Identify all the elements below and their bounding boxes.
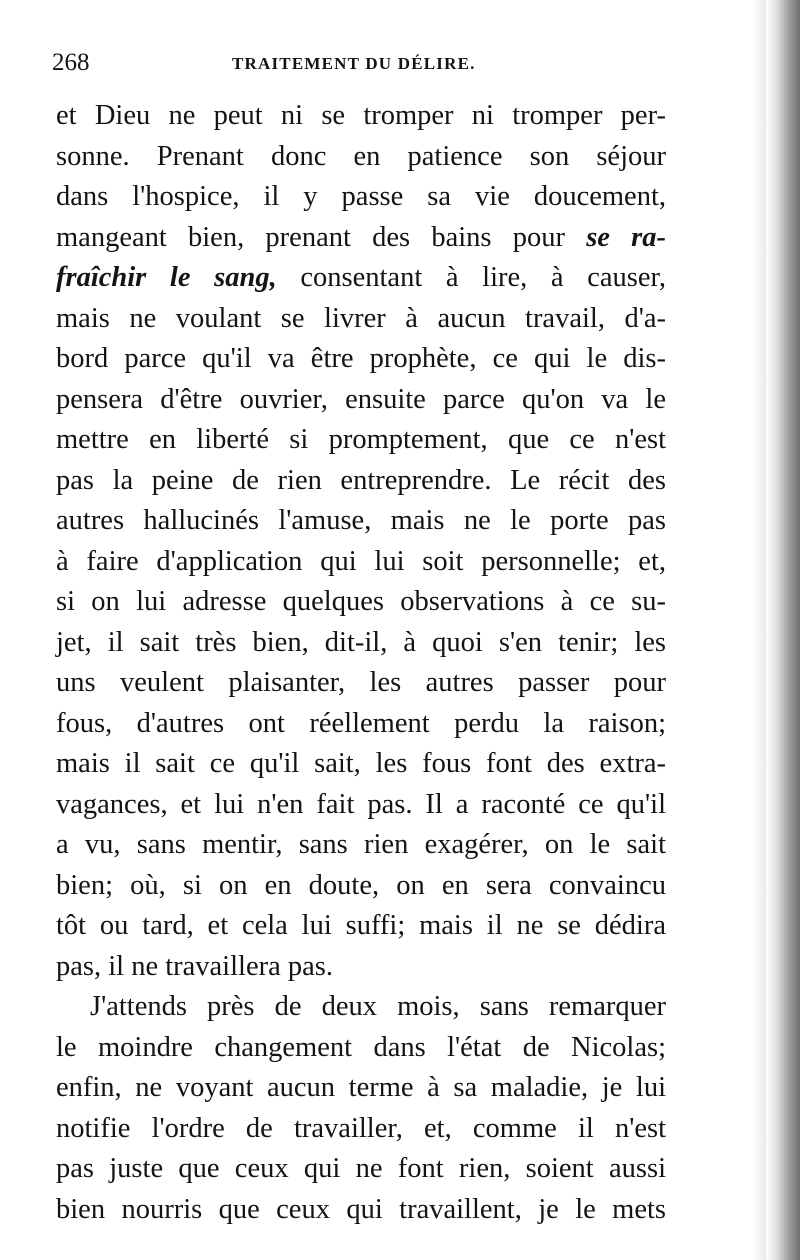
- text-line: mais ne voulant se livrer à aucun travail, d'a-: [56, 302, 666, 334]
- text-line: autres hallucinés l'amuse, mais ne le porte pas: [56, 505, 666, 536]
- text-line: bien nourris que ceux qui travaillent, je le mets: [56, 1193, 666, 1225]
- text-line: notifie l'ordre de travailler, et, comme il n'est: [56, 1112, 666, 1144]
- text-line: J'attends près de deux mois, sans remarquer: [90, 991, 666, 1022]
- text-line: a vu, sans mentir, sans rien exagérer, on le sait: [56, 829, 666, 860]
- text-line: si on lui adresse quelques observations à ce su-: [56, 586, 666, 617]
- text-segment: consentant à lire, à causer,: [300, 262, 666, 293]
- text-line: enfin, ne voyant aucun terme à sa maladie, je lui: [56, 1072, 666, 1103]
- text-line: le moindre changement dans l'état de Nicolas;: [56, 1031, 666, 1063]
- text-line: tôt ou tard, et cela lui suffi; mais il ne se dédira: [56, 910, 666, 941]
- body-text: [56, 96, 666, 1230]
- text-line: pas juste que ceux qui ne font rien, soient aussi: [56, 1153, 666, 1184]
- text-line: à faire d'application qui lui soit personnelle; et,: [56, 545, 666, 577]
- text-line: mais il sait ce qu'il sait, les fous font des extra-: [56, 748, 666, 779]
- text-line: jet, il sait très bien, dit-il, à quoi s'en tenir; les: [56, 626, 666, 658]
- text-line: [56, 218, 666, 259]
- running-title: TRAITEMENT DU DÉLIRE.: [232, 54, 476, 73]
- page-number: 268: [52, 49, 90, 76]
- text-line: [56, 258, 666, 299]
- text-segment: mangeant bien, prenant des bains pour: [56, 221, 565, 253]
- text-line: dans l'hospice, il y passe sa vie doucement,: [56, 181, 666, 212]
- italic-phrase: fraîchir le sang,: [56, 262, 277, 293]
- text-line: vagances, et lui n'en fait pas. Il a raconté ce qu'il: [56, 788, 666, 820]
- text-line: pas, il ne travaillera pas.: [56, 950, 333, 982]
- text-line: fous, d'autres ont réellement perdu la raison;: [56, 707, 666, 739]
- text-line: bord parce qu'il va être prophète, ce qui le dis-: [56, 343, 666, 374]
- text-line: sonne. Prenant donc en patience son séjour: [56, 140, 666, 172]
- text-line: pensera d'être ouvrier, ensuite parce qu'on va le: [56, 383, 666, 415]
- text-line: uns veulent plaisanter, les autres passer pour: [56, 667, 666, 698]
- italic-phrase: se ra-: [586, 221, 667, 253]
- page-header: [52, 48, 672, 78]
- text-line: bien; où, si on en doute, on en sera convaincu: [56, 869, 666, 901]
- page-edge: [766, 0, 800, 1260]
- text-line: et Dieu ne peut ni se tromper ni tromper per-: [56, 100, 666, 131]
- page-gutter-shadow: [752, 0, 766, 1260]
- text-line: mettre en liberté si promptement, que ce n'est: [56, 424, 666, 455]
- text-line: pas la peine de rien entreprendre. Le récit des: [56, 464, 666, 496]
